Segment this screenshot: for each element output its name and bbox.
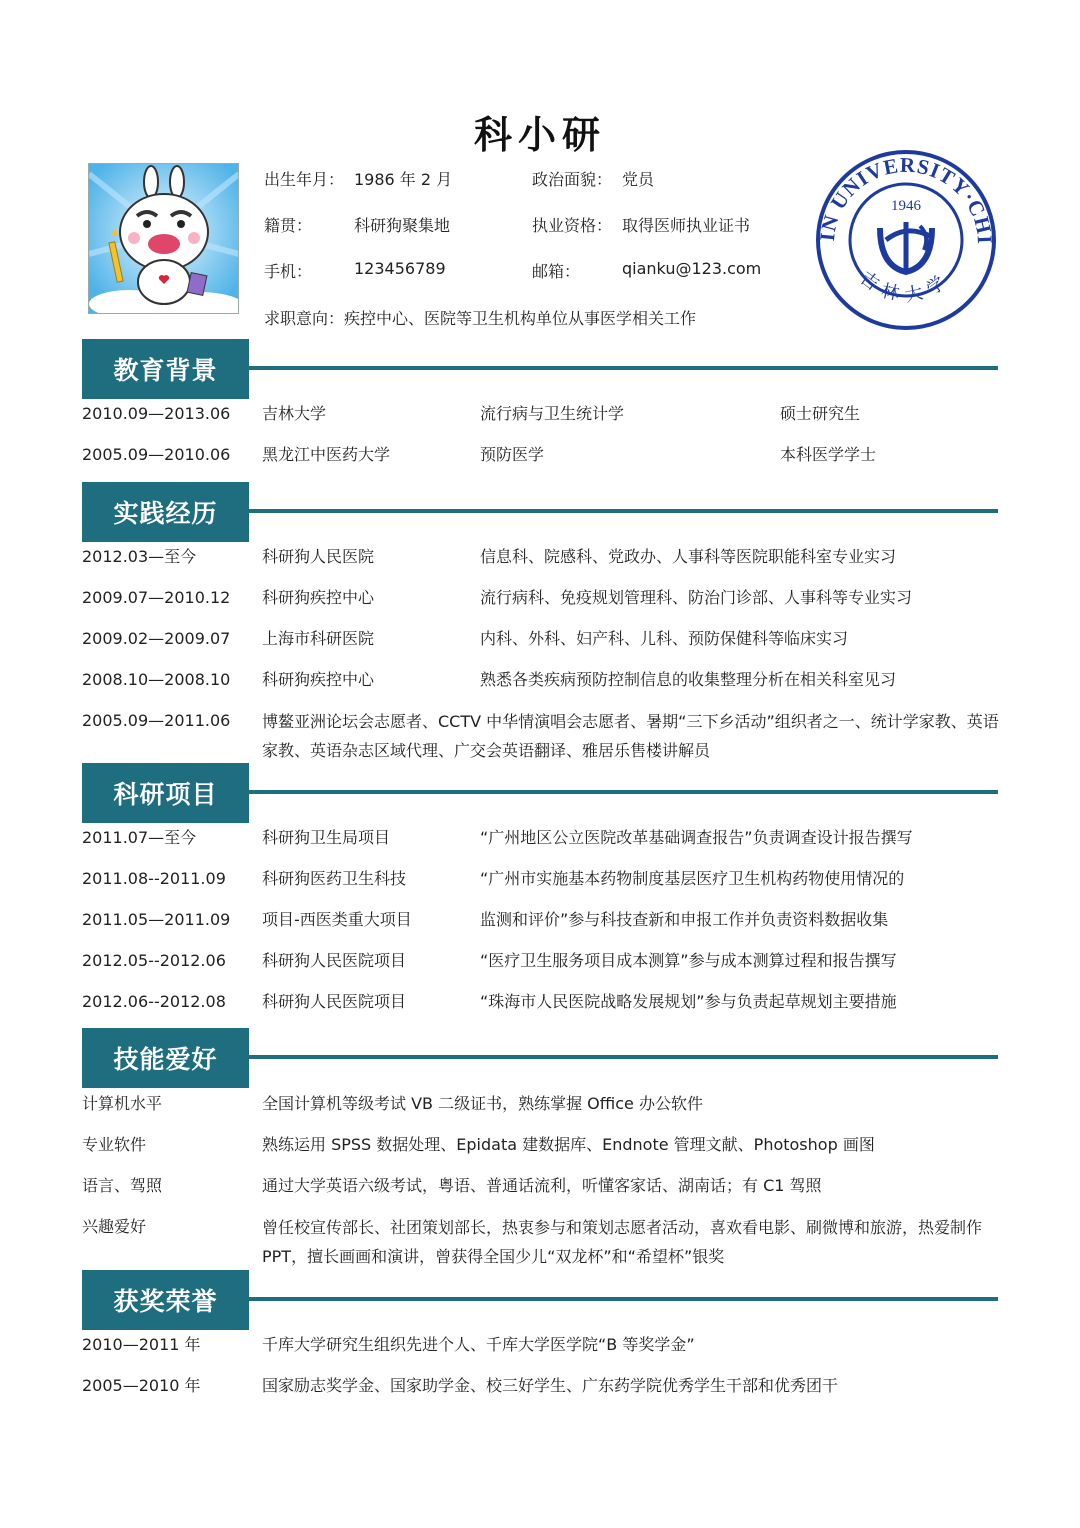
cartoon-avatar-icon: [89, 164, 239, 314]
education-school: 黑龙江中医药大学: [262, 445, 391, 464]
university-seal-icon: [814, 148, 998, 332]
practice-org: 科研狗疾控中心: [262, 588, 375, 607]
award-date: 2005—2010 年: [82, 1376, 201, 1395]
skills-row: [0, 1131, 1080, 1161]
birth-label: 出生年月：: [264, 170, 345, 189]
research-desc: 监测和评价”参与科技查新和申报工作并负责资料数据收集: [480, 910, 889, 929]
practice-date: 2012.03—至今: [82, 547, 197, 566]
award-date: 2010—2011 年: [82, 1335, 201, 1354]
political-value: 党员: [622, 170, 655, 189]
resume-name: 科小研: [473, 112, 606, 157]
email-value: qianku@123.com: [622, 259, 762, 278]
email-label: 邮箱：: [532, 262, 581, 281]
hometown-label: 籍贯：: [264, 216, 313, 235]
awards-row: [0, 1331, 1080, 1361]
practice-desc: 流行病科、免疫规划管理科、防治门诊部、人事科等专业实习: [480, 588, 913, 607]
section-title-skills: 技能爱好: [82, 1028, 249, 1088]
practice-date: 2009.07—2010.12: [82, 588, 231, 607]
avatar: [88, 163, 239, 314]
section-title-awards: 获奖荣誉: [82, 1270, 249, 1330]
education-major: 预防医学: [480, 445, 545, 464]
section-title-education: 教育背景: [82, 339, 249, 399]
education-date: 2005.09—2010.06: [82, 445, 231, 464]
section-title-research: 科研项目: [82, 763, 249, 823]
practice-org: 上海市科研医院: [262, 629, 375, 648]
awards-row: [0, 1372, 1080, 1402]
university-seal: [814, 148, 998, 332]
research-org: 项目-西医类重大项目: [262, 910, 412, 929]
skill-text: 熟练运用 SPSS 数据处理、Epidata 建数据库、Endnote 管理文献、Photoshop 画图: [262, 1135, 875, 1154]
education-major: 流行病与卫生统计学: [480, 404, 625, 423]
research-org: 科研狗人民医院项目: [262, 951, 407, 970]
skills-row: [0, 1090, 1080, 1120]
education-degree: 本科医学学士: [780, 445, 877, 464]
research-row: [0, 988, 1080, 1018]
research-org: 科研狗卫生局项目: [262, 828, 391, 847]
research-desc: “珠海市人民医院战略发展规划”参与负责起草规划主要措施: [480, 992, 897, 1011]
practice-date: 2005.09—2011.06: [82, 711, 231, 730]
research-row: [0, 865, 1080, 895]
education-degree: 硕士研究生: [780, 404, 861, 423]
practice-org: 科研狗人民医院: [262, 547, 375, 566]
practice-extra-text: 博鳌亚洲论坛会志愿者、CCTV 中华情演唱会志愿者、暑期“三下乡活动”组织者之一、统计学家教、英语家教、英语杂志区域代理、广交会英语翻译、雅居乐售楼讲解员: [262, 712, 999, 760]
research-date: 2012.06--2012.08: [82, 992, 226, 1011]
skills-row: [0, 1172, 1080, 1202]
research-org: 科研狗医药卫生科技: [262, 869, 407, 888]
hobby-text: 曾任校宣传部长、社团策划部长，热衷参与和策划志愿者活动，喜欢看电影、刷微博和旅游，热爱制作 PPT，擅长画画和演讲，曾获得全国少儿“双龙杯”和“希望杯”银奖: [262, 1218, 983, 1266]
practice-date: 2009.02—2009.07: [82, 629, 231, 648]
section-divider: [249, 509, 998, 513]
section-divider: [249, 366, 998, 370]
research-date: 2011.05—2011.09: [82, 910, 231, 929]
practice-row: [0, 543, 1080, 573]
section-divider: [249, 1055, 998, 1059]
skill-label: 语言、驾照: [82, 1176, 163, 1195]
license-label: 执业资格：: [532, 216, 613, 235]
svg-text:吉林大学: 吉林大学: [856, 267, 956, 306]
education-school: 吉林大学: [262, 404, 327, 423]
research-row: [0, 824, 1080, 854]
education-date: 2010.09—2013.06: [82, 404, 231, 423]
practice-desc: 内科、外科、妇产科、儿科、预防保健科等临床实习: [480, 629, 849, 648]
birth-value: 1986 年 2 月: [354, 170, 453, 189]
skill-text: 通过大学英语六级考试，粤语、普通话流利，听懂客家话、湖南话；有 C1 驾照: [262, 1176, 822, 1195]
education-row: [0, 400, 1080, 430]
skill-label: 兴趣爱好: [82, 1217, 147, 1236]
practice-row: [0, 666, 1080, 696]
skill-label: 专业软件: [82, 1135, 147, 1154]
research-date: 2011.08--2011.09: [82, 869, 226, 888]
section-divider: [249, 1297, 998, 1301]
practice-desc: 熟悉各类疾病预防控制信息的收集整理分析在相关科室见习: [480, 670, 897, 689]
research-date: 2012.05--2012.06: [82, 951, 226, 970]
svg-text:JILIN UNIVERSITY·CHINA: IN UNIVERSITY·CHI: [814, 152, 998, 246]
research-desc: “广州地区公立医院改革基础调查报告”负责调查设计报告撰写: [480, 828, 913, 847]
research-row: [0, 906, 1080, 936]
job-objective: 求职意向：疾控中心、医院等卫生机构单位从事医学相关工作: [264, 309, 697, 328]
svg-text:1946: 1946: [891, 198, 921, 214]
education-row: [0, 441, 1080, 471]
section-divider: [249, 790, 998, 794]
section-title-practice: 实践经历: [82, 482, 249, 542]
research-desc: “广州市实施基本药物制度基层医疗卫生机构药物使用情况的: [480, 869, 905, 888]
award-text: 千库大学研究生组织先进个人、千库大学医学院“B 等奖学金”: [262, 1335, 695, 1354]
phone-label: 手机：: [264, 262, 313, 281]
phone-value: 123456789: [354, 259, 446, 278]
practice-row: [0, 584, 1080, 614]
research-date: 2011.07—至今: [82, 828, 197, 847]
award-text: 国家励志奖学金、国家助学金、校三好学生、广东药学院优秀学生干部和优秀团干: [262, 1376, 839, 1395]
skill-text: 全国计算机等级考试 VB 二级证书，熟练掌握 Office 办公软件: [262, 1094, 703, 1113]
practice-row: [0, 625, 1080, 655]
practice-org: 科研狗疾控中心: [262, 670, 375, 689]
practice-date: 2008.10—2008.10: [82, 670, 231, 689]
research-desc: “医疗卫生服务项目成本测算”参与成本测算过程和报告撰写: [480, 951, 897, 970]
political-label: 政治面貌：: [532, 170, 613, 189]
research-org: 科研狗人民医院项目: [262, 992, 407, 1011]
skill-label: 计算机水平: [82, 1094, 163, 1113]
practice-desc: 信息科、院感科、党政办、人事科等医院职能科室专业实习: [480, 547, 897, 566]
research-row: [0, 947, 1080, 977]
license-value: 取得医师执业证书: [622, 216, 751, 235]
hometown-value: 科研狗聚集地: [354, 216, 451, 235]
